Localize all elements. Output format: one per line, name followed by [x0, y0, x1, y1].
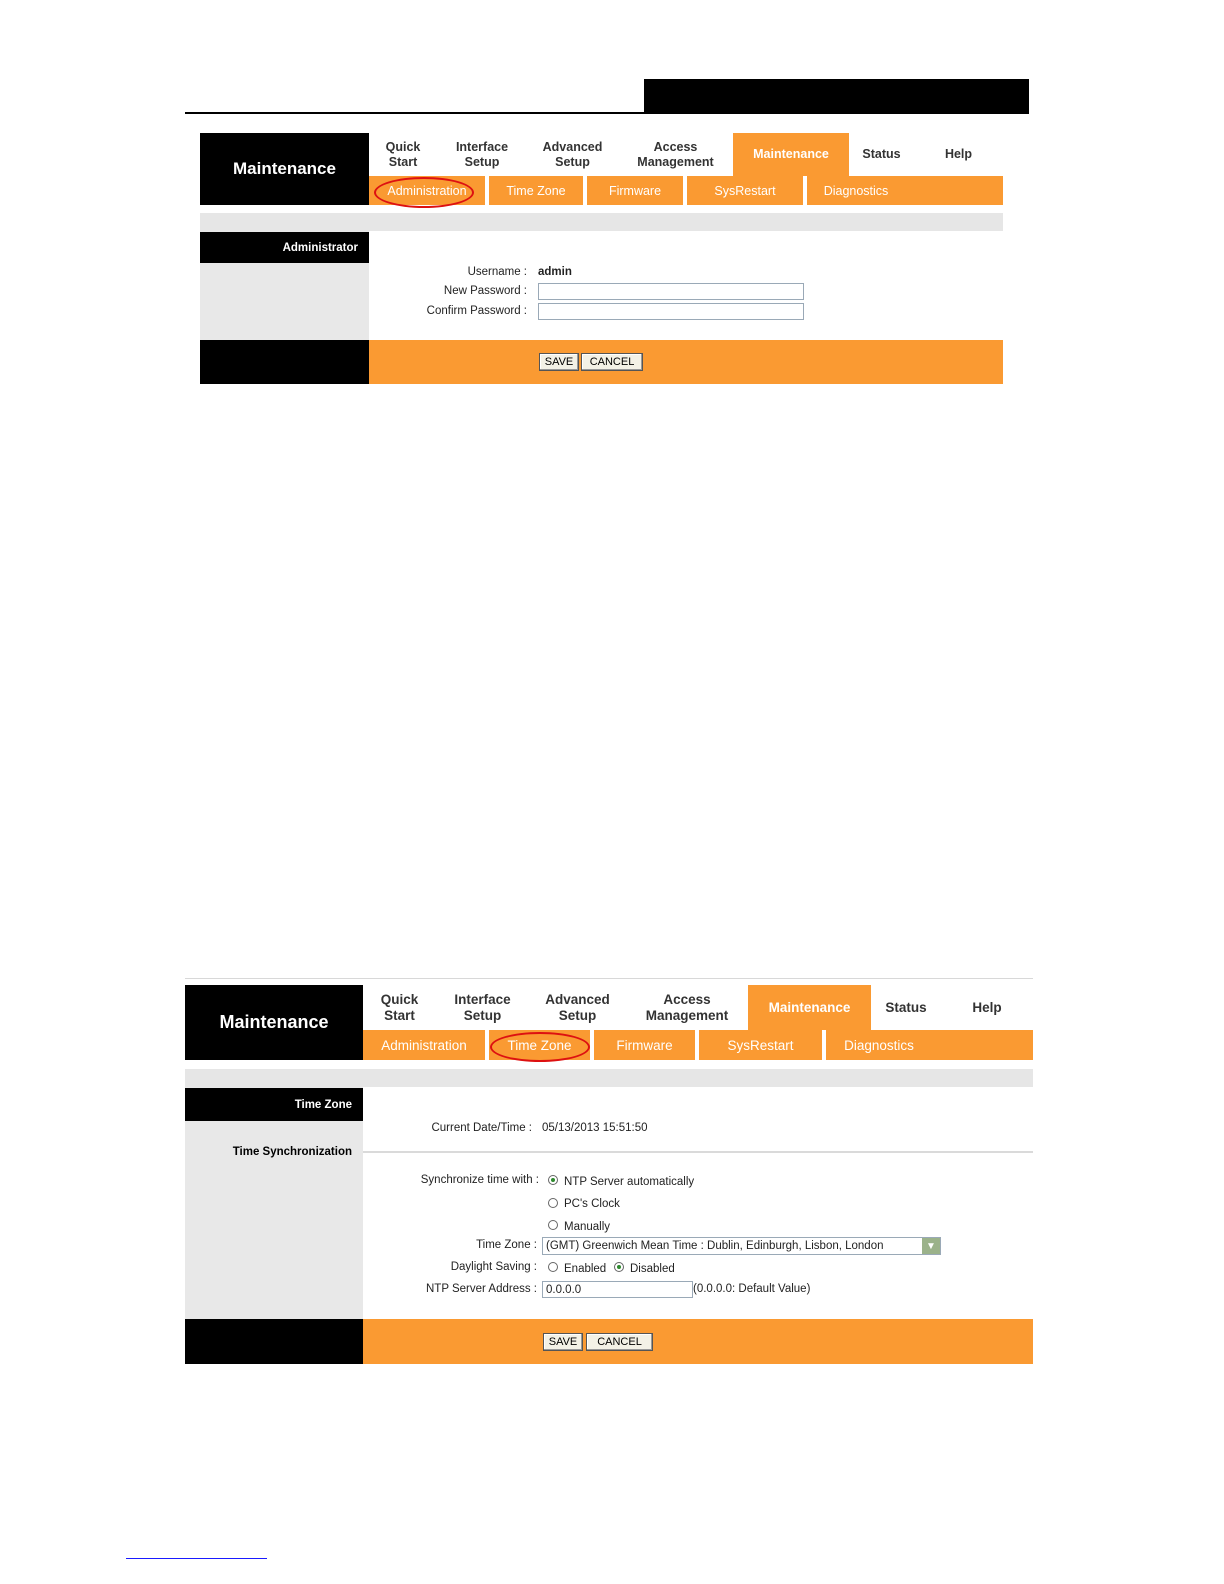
- sync-pc-clock-radio[interactable]: [548, 1198, 558, 1208]
- tab-sysrestart-label: SysRestart: [727, 1037, 794, 1053]
- administration-screenshot: [200, 133, 1003, 384]
- nav-status[interactable]: Status: [862, 147, 901, 161]
- tab-administration[interactable]: [363, 1030, 485, 1060]
- daylight-disabled-label: Disabled: [630, 1263, 675, 1275]
- tab-diagnostics[interactable]: [807, 176, 905, 205]
- tab-firmware-label: Firmware: [608, 183, 662, 198]
- save-button[interactable]: SAVE: [543, 1333, 583, 1351]
- sync-ntp-radio[interactable]: [548, 1175, 558, 1185]
- sync-manually-radio[interactable]: [548, 1220, 558, 1230]
- current-datetime-label: Current Date/Time :: [431, 1122, 532, 1134]
- username-label: Username :: [467, 266, 527, 278]
- sync-label: Synchronize time with :: [420, 1174, 539, 1186]
- logo: Maintenance: [185, 985, 363, 1060]
- tab-diagnostics[interactable]: [826, 1030, 932, 1060]
- cancel-button[interactable]: CANCEL: [586, 1333, 653, 1351]
- ntp-default-hint: (0.0.0.0: Default Value): [693, 1283, 811, 1295]
- footer-link-underline: [126, 1558, 267, 1559]
- logo: Maintenance: [200, 133, 369, 205]
- nav-maintenance[interactable]: Maintenance: [733, 133, 849, 176]
- daylight-enabled-label: Enabled: [564, 1263, 607, 1275]
- chevron-down-icon[interactable]: ▼: [922, 1238, 940, 1254]
- footer-bar: [185, 1319, 1033, 1364]
- nav-advanced-setup[interactable]: Advanced Setup: [545, 991, 610, 1023]
- current-datetime-value: 05/13/2013 15:51:50: [542, 1122, 648, 1134]
- time-zone-label: Time Zone :: [476, 1239, 537, 1251]
- tab-time-zone[interactable]: [489, 1030, 590, 1060]
- sub-nav: [369, 176, 1003, 205]
- tab-sysrestart[interactable]: [699, 1030, 822, 1060]
- tab-administration-label: Administration: [381, 1037, 467, 1053]
- sync-manually-label: Manually: [564, 1221, 611, 1233]
- tab-sysrestart[interactable]: [687, 176, 803, 205]
- time-zone-select-value: (GMT) Greenwich Mean Time : Dublin, Edinburgh, Lisbon, London: [546, 1240, 884, 1252]
- tab-administration[interactable]: [369, 176, 485, 205]
- top-nav: [369, 133, 1003, 176]
- save-button[interactable]: SAVE: [539, 353, 579, 371]
- tab-diagnostics-label: Diagnostics: [823, 183, 889, 198]
- username-value: admin: [538, 266, 572, 278]
- tab-firmware-label: Firmware: [616, 1037, 673, 1053]
- section-title: Time Zone: [185, 1088, 363, 1121]
- divider: [363, 1151, 1033, 1153]
- daylight-enabled-radio[interactable]: [548, 1262, 558, 1272]
- daylight-saving-label: Daylight Saving :: [450, 1261, 537, 1273]
- new-password-label: New Password :: [443, 285, 527, 297]
- time-zone-screenshot: [185, 985, 1033, 1364]
- section-title: Administrator: [200, 232, 369, 263]
- tab-time-zone-label: Time Zone: [507, 1037, 572, 1053]
- nav-access-management[interactable]: Access Management: [637, 139, 714, 169]
- footer-bar: [200, 340, 1003, 384]
- footer-left: [185, 1319, 363, 1364]
- top-nav: [363, 985, 1033, 1030]
- nav-status[interactable]: Status: [885, 999, 927, 1015]
- daylight-disabled-radio[interactable]: [614, 1262, 624, 1272]
- screenshot-top-rule: [185, 978, 1033, 979]
- nav-interface-setup[interactable]: Interface Setup: [454, 991, 511, 1023]
- tab-time-zone-label: Time Zone: [506, 183, 566, 198]
- cancel-button[interactable]: CANCEL: [581, 353, 643, 371]
- confirm-password-field[interactable]: [538, 303, 804, 320]
- tab-sysrestart-label: SysRestart: [714, 183, 776, 198]
- new-password-field[interactable]: [538, 283, 804, 300]
- ntp-address-label: NTP Server Address :: [426, 1283, 537, 1295]
- time-zone-select[interactable]: [542, 1237, 941, 1255]
- spacer-bar: [185, 1069, 1033, 1087]
- nav-help[interactable]: Help: [944, 147, 973, 161]
- left-panel: [185, 1087, 363, 1319]
- tab-diagnostics-label: Diagnostics: [844, 1037, 914, 1053]
- tab-administration-label: Administration: [387, 183, 467, 198]
- ntp-address-field[interactable]: 0.0.0.0: [542, 1281, 693, 1298]
- sync-ntp-label: NTP Server automatically: [564, 1176, 695, 1188]
- tab-firmware[interactable]: [587, 176, 683, 205]
- document-header-rule: [185, 112, 644, 114]
- tab-firmware[interactable]: [594, 1030, 695, 1060]
- sync-pc-clock-label: PC's Clock: [564, 1198, 620, 1210]
- tab-time-zone[interactable]: [489, 176, 583, 205]
- nav-interface-setup[interactable]: Interface Setup: [455, 139, 509, 169]
- nav-maintenance[interactable]: Maintenance: [748, 985, 871, 1030]
- nav-help[interactable]: Help: [972, 999, 1002, 1015]
- nav-quick-start[interactable]: Quick Start: [380, 991, 419, 1023]
- nav-access-management[interactable]: Access Management: [645, 991, 729, 1023]
- time-sync-label: Time Synchronization: [232, 1146, 352, 1158]
- sub-nav: [363, 1030, 1033, 1060]
- nav-quick-start[interactable]: Quick Start: [385, 139, 421, 169]
- confirm-password-label: Confirm Password :: [426, 305, 527, 317]
- nav-advanced-setup[interactable]: Advanced Setup: [542, 139, 603, 169]
- spacer-bar: [200, 213, 1003, 231]
- document-header-bar: [644, 79, 1029, 114]
- footer-left: [200, 340, 369, 384]
